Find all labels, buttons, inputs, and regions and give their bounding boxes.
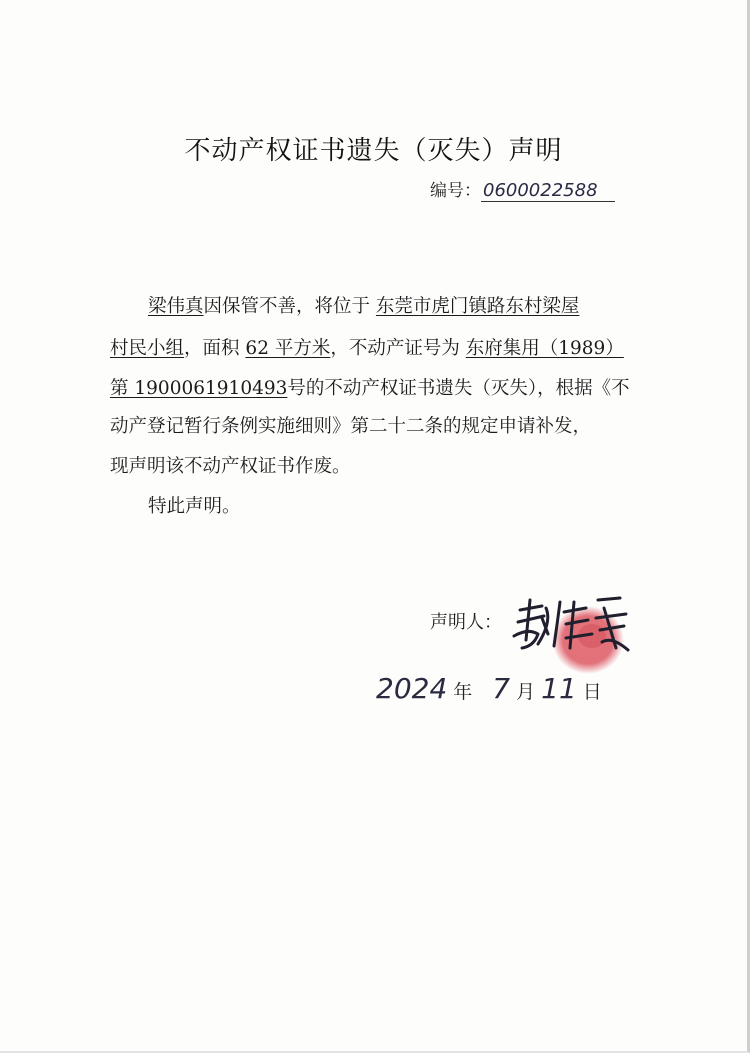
body-text: 因保管不善，将位于	[203, 296, 371, 317]
body-line-2	[110, 334, 650, 360]
date-year: 2024	[376, 672, 448, 705]
certificate-number-part2: 第 1900061910493	[110, 378, 288, 399]
date-day-char: 日	[582, 681, 602, 703]
page-title: 不动产权证书遗失（灭失）声明	[184, 136, 563, 166]
date-month: 7	[492, 672, 511, 705]
signer-label: 声明人：	[430, 612, 502, 633]
serial-number	[430, 176, 615, 202]
body-line-5: 现声明该不动产权证书作废。	[110, 456, 351, 477]
declarant-name: 梁伟真	[148, 296, 204, 317]
body-text: ，不动产证号为	[330, 338, 460, 359]
property-location-part1: 东莞市虎门镇路东村梁屋	[375, 296, 580, 317]
body-line-3	[110, 374, 650, 400]
date-month-char: 月	[516, 681, 536, 703]
property-location-part2: 村民小组	[110, 338, 185, 359]
body-text: ，面积	[184, 338, 240, 359]
property-area: 62 平方米	[245, 338, 331, 359]
handwritten-signature	[508, 588, 638, 658]
body-text: 号的不动产权证书遗失（灭失），根据《不	[287, 378, 630, 399]
closing-text: 特此声明。	[148, 496, 241, 517]
date-year-char: 年	[453, 681, 473, 703]
certificate-number-part1: 东府集用（1989）	[465, 338, 624, 359]
declaration-date	[376, 672, 608, 705]
serial-value: 0600022588	[481, 180, 615, 202]
body-line-1	[148, 292, 688, 318]
serial-label: 编号：	[430, 181, 481, 201]
body-line-4: 动产登记暂行条例实施细则》第二十二条的规定申请补发，	[110, 416, 592, 437]
date-day: 11	[541, 672, 577, 705]
